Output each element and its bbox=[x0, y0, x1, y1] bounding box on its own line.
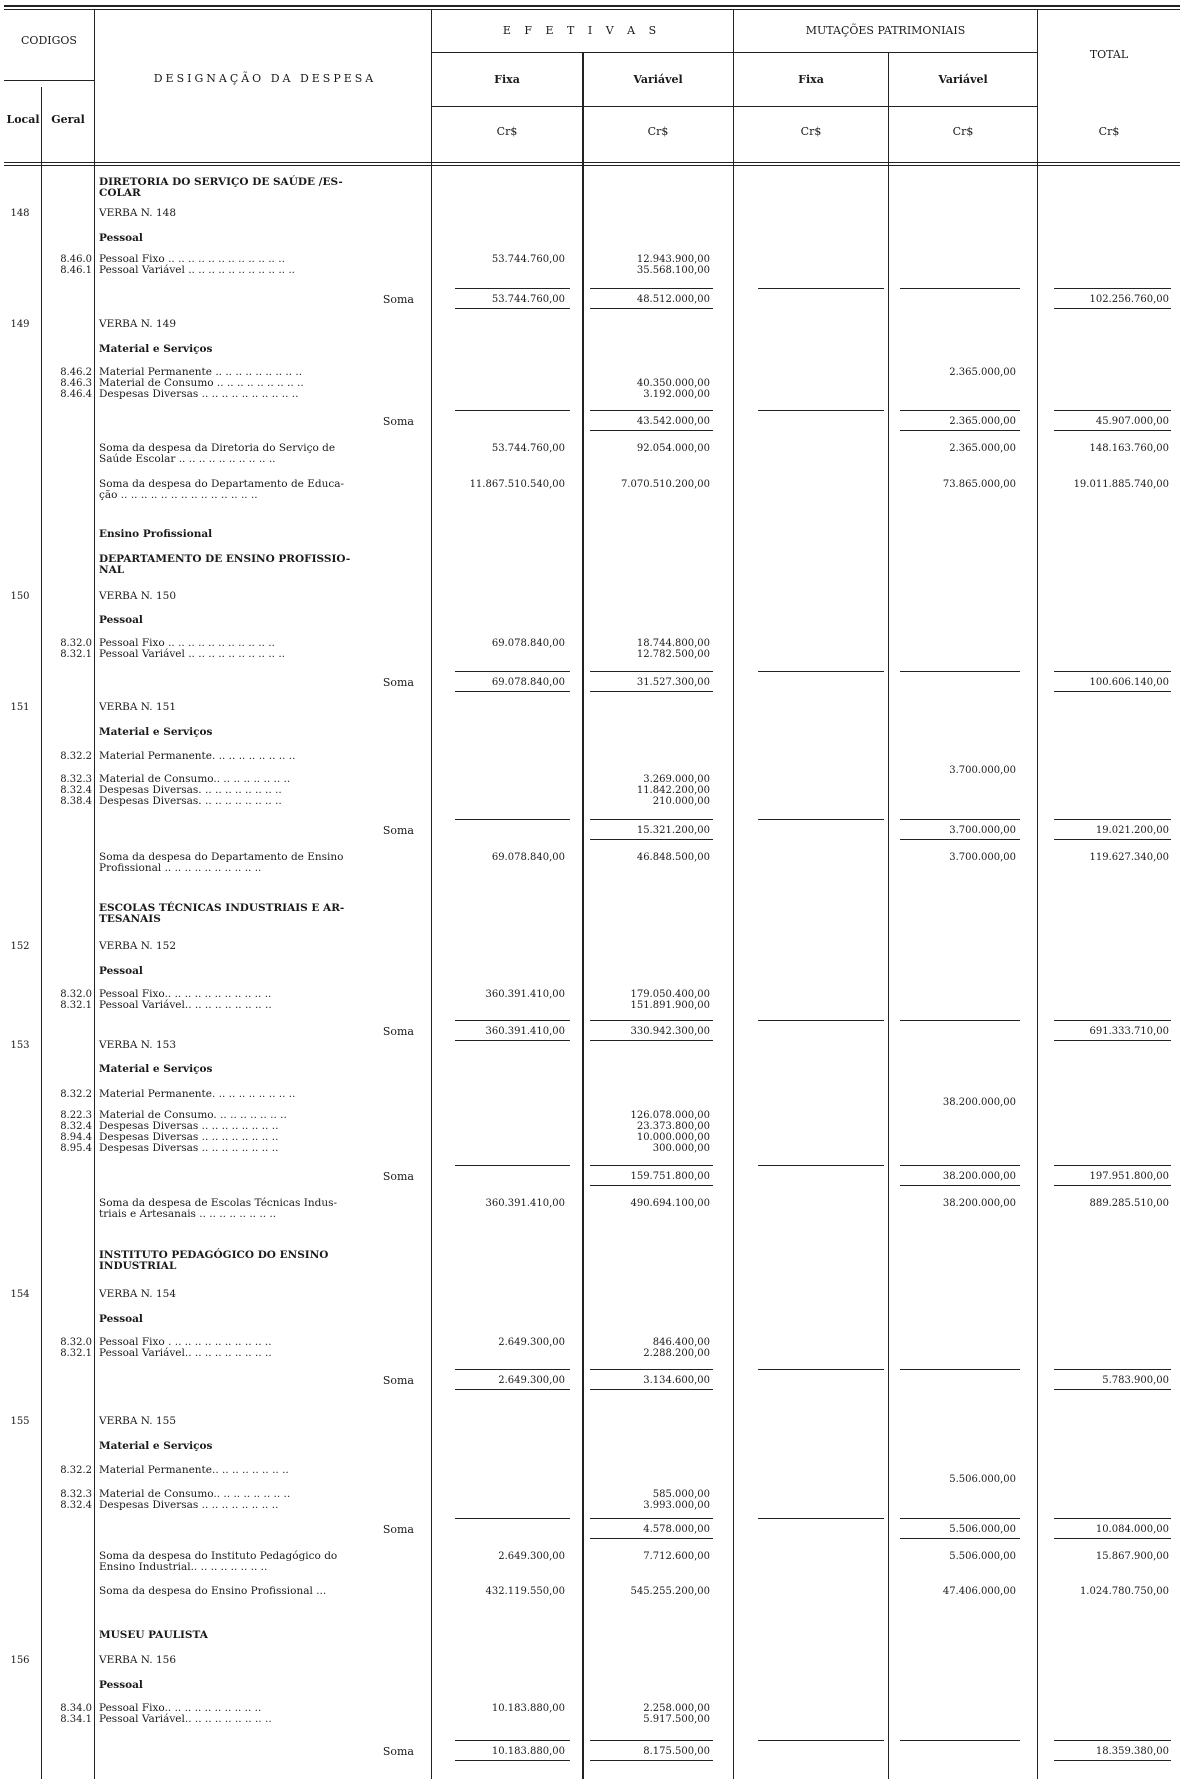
top-border-inner bbox=[4, 9, 1180, 10]
total-value: 197.951.800,00 bbox=[1089, 1171, 1169, 1182]
sum-rule bbox=[758, 671, 884, 672]
sum-rule bbox=[1054, 410, 1171, 411]
efetivas-variavel-value: 48.512.000,00 bbox=[636, 294, 710, 305]
sum-rule bbox=[590, 288, 713, 289]
sum-rule bbox=[455, 1020, 570, 1021]
efetivas-fixa-value: 360.391.410,00 bbox=[485, 1198, 565, 1209]
sum-rule bbox=[900, 1165, 1020, 1166]
col-divider-mutacoes-var bbox=[888, 52, 889, 1779]
total-value: 45.907.000,00 bbox=[1095, 416, 1169, 427]
col-divider-efetivas bbox=[431, 10, 432, 1779]
efetivas-fixa-value: 53.744.760,00 bbox=[491, 294, 565, 305]
sum-rule bbox=[758, 1020, 884, 1021]
mutacoes-variavel-value: 3.700.000,00 bbox=[949, 825, 1016, 836]
local-code: 154 bbox=[10, 1289, 30, 1300]
geral-code: 8.46.0 8.46.1 bbox=[60, 254, 92, 276]
mutacoes-variavel-value: 5.506.000,00 bbox=[949, 1551, 1016, 1562]
sum-rule bbox=[455, 671, 570, 672]
geral-code: 8.32.2 bbox=[60, 1465, 92, 1476]
total-rule bbox=[590, 839, 713, 840]
sum-rule bbox=[1054, 1518, 1171, 1519]
geral-code: 8.32.3 8.32.4 bbox=[60, 1489, 92, 1511]
sum-rule bbox=[758, 1518, 884, 1519]
sum-rule bbox=[900, 819, 1020, 820]
designacao-text: Material Permanente .. .. .. .. .. .. .. .. .. Material de Consumo .. .. .. .. .. .. .. .. .. Despesas Diversas .. .. .. .. .. .. .. .. .. .. bbox=[99, 366, 304, 400]
efetivas-fixa-value: 2.649.300,00 bbox=[498, 1551, 565, 1562]
total-value: 10.084.000,00 bbox=[1095, 1524, 1169, 1535]
soma-label: Soma bbox=[382, 824, 414, 837]
efetivas-variavel-value: 846.400,00 2.288.200,00 bbox=[643, 1337, 710, 1359]
section-heading: DIRETORIA DO SERVIÇO DE SAÚDE /ES- COLAR bbox=[99, 176, 343, 199]
designacao-text: Soma da despesa do Departamento de Ensino Profissional .. .. .. .. .. .. .. .. .. .. bbox=[99, 851, 344, 874]
mutacoes-variavel-value: 2.365.000,00 bbox=[949, 443, 1016, 454]
geral-code: 8.32.0 8.32.1 bbox=[60, 638, 92, 660]
total-rule bbox=[590, 1389, 713, 1390]
currency-efetivas-variavel: Cr$ bbox=[647, 125, 669, 138]
designacao-text: Material Permanente. .. .. .. .. .. .. .. .. bbox=[99, 1088, 296, 1100]
efetivas-fixa-value: 69.078.840,00 bbox=[491, 638, 565, 649]
efetivas-fixa-value: 10.183.880,00 bbox=[491, 1746, 565, 1757]
section-heading: Pessoal bbox=[99, 1313, 143, 1325]
sum-rule bbox=[455, 288, 570, 289]
total-rule bbox=[590, 430, 713, 431]
section-heading: Pessoal bbox=[99, 232, 143, 244]
section-heading: Ensino Profissional bbox=[99, 528, 213, 540]
header-codigos: CODIGOS bbox=[21, 34, 77, 47]
designacao-text: Soma da despesa do Departamento de Educa- ção .. .. .. .. .. .. .. .. .. .. .. .. .. .. bbox=[99, 478, 345, 501]
designacao-text: Pessoal Fixo .. .. .. .. .. .. .. .. .. .. .. .. Pessoal Variável .. .. .. .. .. .. .. .. .. .. .. bbox=[99, 253, 296, 276]
total-rule bbox=[455, 691, 570, 692]
total-value: 19.011.885.740,00 bbox=[1073, 479, 1169, 490]
total-rule bbox=[1054, 691, 1171, 692]
efetivas-variavel-value: 330.942.300,00 bbox=[630, 1026, 710, 1037]
header-mutacoes: MUTAÇÕES PATRIMONIAIS bbox=[805, 24, 966, 37]
total-rule bbox=[590, 1538, 713, 1539]
soma-label: Soma bbox=[382, 1170, 414, 1183]
total-value: 148.163.760,00 bbox=[1089, 443, 1169, 454]
designacao-text: Material Permanente. .. .. .. .. .. .. .. .. bbox=[99, 750, 296, 762]
section-heading: Pessoal bbox=[99, 614, 143, 626]
sum-rule bbox=[590, 410, 713, 411]
efetivas-variavel-value: 159.751.800,00 bbox=[630, 1171, 710, 1182]
efetivas-fixa-value: 360.391.410,00 bbox=[485, 1026, 565, 1037]
codigos-underline bbox=[4, 80, 94, 81]
soma-label: Soma bbox=[382, 415, 414, 428]
efetivas-variavel-value: 15.321.200,00 bbox=[636, 825, 710, 836]
mutacoes-variavel-value: 38.200.000,00 bbox=[942, 1171, 1016, 1182]
designacao-text: VERBA N. 150 bbox=[99, 590, 177, 602]
col-divider-local bbox=[41, 87, 42, 1779]
total-rule bbox=[455, 1760, 570, 1761]
designacao-text: Material de Consumo.. .. .. .. .. .. .. .. Despesas Diversas .. .. .. .. .. .. .. .. bbox=[99, 1488, 291, 1511]
efetivas-variavel-value: 92.054.000,00 bbox=[636, 443, 710, 454]
designacao-text: VERBA N. 155 bbox=[99, 1415, 177, 1427]
sum-rule bbox=[590, 1740, 713, 1741]
efetivas-fixa-value: 69.078.840,00 bbox=[491, 852, 565, 863]
soma-label: Soma bbox=[382, 1374, 414, 1387]
designacao-text: Pessoal Fixo.. .. .. .. .. .. .. .. .. .. Pessoal Variável.. .. .. .. .. .. .. .. .. bbox=[99, 1702, 272, 1725]
efetivas-variavel-value: 3.134.600,00 bbox=[643, 1375, 710, 1386]
header-efetivas: E F E T I V A S bbox=[502, 24, 662, 37]
total-rule bbox=[455, 308, 570, 309]
efetivas-fixa-value: 53.744.760,00 bbox=[491, 254, 565, 265]
sum-rule bbox=[900, 1518, 1020, 1519]
total-rule bbox=[900, 1185, 1020, 1186]
sum-rule bbox=[1054, 819, 1171, 820]
mutacoes-variavel-value: 73.865.000,00 bbox=[942, 479, 1016, 490]
designacao-text: VERBA N. 149 bbox=[99, 318, 177, 330]
section-heading: Material e Serviços bbox=[99, 343, 213, 355]
sum-rule bbox=[758, 1740, 884, 1741]
header-bottom-2 bbox=[4, 162, 1180, 163]
geral-code: 8.22.3 8.32.4 8.94.4 8.95.4 bbox=[60, 1110, 92, 1154]
total-rule bbox=[1054, 1185, 1171, 1186]
mutacoes-variavel-value: 5.506.000,00 bbox=[949, 1524, 1016, 1535]
top-border bbox=[4, 5, 1180, 7]
sum-rule bbox=[590, 1518, 713, 1519]
section-heading: Material e Serviços bbox=[99, 1440, 213, 1452]
section-heading: Material e Serviços bbox=[99, 1063, 213, 1075]
total-rule bbox=[455, 1389, 570, 1390]
section-heading: Pessoal bbox=[99, 965, 143, 977]
sum-rule bbox=[590, 819, 713, 820]
total-value: 102.256.760,00 bbox=[1089, 294, 1169, 305]
designacao-text: Soma da despesa de Escolas Técnicas Indus- triais e Artesanais .. .. .. .. .. .. .. .. bbox=[99, 1197, 338, 1220]
designacao-text: Material Permanente.. .. .. .. .. .. .. .. bbox=[99, 1464, 289, 1476]
mutacoes-variavel-value: 2.365.000,00 bbox=[949, 416, 1016, 427]
efetivas-fixa-value: 11.867.510.540,00 bbox=[469, 479, 565, 490]
efetivas-variavel-value: 18.744.800,00 12.782.500,00 bbox=[636, 638, 710, 660]
sum-rule bbox=[1054, 1020, 1171, 1021]
designacao-text: Pessoal Fixo . .. .. .. .. .. .. .. .. .. .. Pessoal Variável.. .. .. .. .. .. .. .. .. bbox=[99, 1336, 272, 1359]
sum-rule bbox=[590, 1020, 713, 1021]
total-rule bbox=[590, 308, 713, 309]
geral-code: 8.32.3 8.32.4 8.38.4 bbox=[60, 774, 92, 807]
mutacoes-variavel-value: 5.506.000,00 bbox=[949, 1474, 1016, 1485]
currency-mutacoes-variavel: Cr$ bbox=[952, 125, 974, 138]
mutacoes-variavel-value: 38.200.000,00 bbox=[942, 1097, 1016, 1108]
local-code: 156 bbox=[10, 1655, 30, 1666]
col-divider-efetivas-var bbox=[582, 52, 584, 1779]
section-heading: Material e Serviços bbox=[99, 726, 213, 738]
sum-rule bbox=[900, 288, 1020, 289]
header-local: Local bbox=[6, 113, 40, 126]
mutacoes-variavel-value: 3.700.000,00 bbox=[949, 852, 1016, 863]
total-value: 889.285.510,00 bbox=[1089, 1198, 1169, 1209]
efetivas-variavel-value: 2.258.000,00 5.917.500,00 bbox=[643, 1703, 710, 1725]
total-value: 5.783.900,00 bbox=[1102, 1375, 1169, 1386]
subheader-line bbox=[431, 106, 1037, 107]
soma-label: Soma bbox=[382, 1745, 414, 1758]
sum-rule bbox=[1054, 288, 1171, 289]
total-rule bbox=[900, 430, 1020, 431]
col-divider-mutacoes bbox=[733, 10, 734, 1779]
header-mutacoes-variavel: Variável bbox=[938, 73, 988, 86]
sum-rule bbox=[590, 1369, 713, 1370]
sum-rule bbox=[590, 671, 713, 672]
header-efetivas-variavel: Variável bbox=[633, 73, 683, 86]
section-heading: MUSEU PAULISTA bbox=[99, 1629, 208, 1641]
total-rule bbox=[590, 691, 713, 692]
currency-total: Cr$ bbox=[1098, 125, 1120, 138]
sum-rule bbox=[455, 1518, 570, 1519]
efetivas-fixa-value: 69.078.840,00 bbox=[491, 677, 565, 688]
designacao-text: VERBA N. 152 bbox=[99, 940, 177, 952]
total-rule bbox=[455, 1040, 570, 1041]
sum-rule bbox=[758, 1369, 884, 1370]
efetivas-fixa-value: 10.183.880,00 bbox=[491, 1703, 565, 1714]
total-value: 19.021.200,00 bbox=[1095, 825, 1169, 836]
sum-rule bbox=[455, 1165, 570, 1166]
mutacoes-variavel-value: 38.200.000,00 bbox=[942, 1198, 1016, 1209]
efetivas-fixa-value: 360.391.410,00 bbox=[485, 989, 565, 1000]
local-code: 155 bbox=[10, 1416, 30, 1427]
mutacoes-variavel-value: 2.365.000,00 bbox=[949, 367, 1016, 378]
header-geral: Geral bbox=[51, 113, 85, 126]
designacao-text: VERBA N. 156 bbox=[99, 1654, 177, 1666]
sum-rule bbox=[758, 410, 884, 411]
efetivas-variavel-value: 490.694.100,00 bbox=[630, 1198, 710, 1209]
designacao-text: Soma da despesa do Ensino Profissional ... bbox=[99, 1585, 327, 1597]
designacao-text: VERBA N. 148 bbox=[99, 207, 177, 219]
currency-efetivas-fixa: Cr$ bbox=[496, 125, 518, 138]
designacao-text: Soma da despesa do Instituto Pedagógico do Ensino Industrial.. .. .. .. .. .. .. .. bbox=[99, 1550, 338, 1573]
sum-rule bbox=[900, 1369, 1020, 1370]
total-rule bbox=[1054, 1538, 1171, 1539]
soma-label: Soma bbox=[382, 676, 414, 689]
section-heading: INSTITUTO PEDAGÓGICO DO ENSINO INDUSTRIAL bbox=[99, 1249, 329, 1272]
local-code: 151 bbox=[10, 702, 30, 713]
designacao-text: Soma da despesa da Diretoria do Serviço de Saúde Escolar .. .. .. .. .. .. .. .. .. .. bbox=[99, 442, 336, 465]
efetivas-variavel-value: 585.000,00 3.993.000,00 bbox=[643, 1489, 710, 1511]
efetivas-variavel-value: 545.255.200,00 bbox=[630, 1586, 710, 1597]
total-rule bbox=[1054, 1040, 1171, 1041]
sum-rule bbox=[900, 671, 1020, 672]
designacao-text: Material de Consumo.. .. .. .. .. .. .. .. Despesas Diversas. .. .. .. .. .. .. .. .. Despesas Diversas. .. .. .. .. .. .. .. .. bbox=[99, 773, 291, 807]
total-value: 15.867.900,00 bbox=[1095, 1551, 1169, 1562]
geral-code: 8.32.0 8.32.1 bbox=[60, 989, 92, 1011]
total-value: 691.333.710,00 bbox=[1089, 1026, 1169, 1037]
total-rule bbox=[590, 1040, 713, 1041]
efetivas-fixa-value: 53.744.760,00 bbox=[491, 443, 565, 454]
local-code: 149 bbox=[10, 319, 30, 330]
local-code: 152 bbox=[10, 941, 30, 952]
sum-rule bbox=[1054, 1369, 1171, 1370]
efetivas-variavel-value: 4.578.000,00 bbox=[643, 1524, 710, 1535]
total-rule bbox=[590, 1185, 713, 1186]
total-rule bbox=[900, 1538, 1020, 1539]
local-code: 150 bbox=[10, 591, 30, 602]
geral-code: 8.46.2 8.46.3 8.46.4 bbox=[60, 367, 92, 400]
header-total: TOTAL bbox=[1089, 48, 1129, 61]
sum-rule bbox=[900, 1740, 1020, 1741]
designacao-text: Material de Consumo. .. .. .. .. .. .. .. Despesas Diversas .. .. .. .. .. .. .. .. Despesas Diversas .. .. .. .. .. .. .. .. Despesas Diversas .. .. .. .. .. .. .. .. bbox=[99, 1109, 287, 1154]
sum-rule bbox=[1054, 1740, 1171, 1741]
currency-mutacoes-fixa: Cr$ bbox=[800, 125, 822, 138]
efetivas-fixa-value: 432.119.550,00 bbox=[485, 1586, 565, 1597]
efetivas-variavel-value: 8.175.500,00 bbox=[643, 1746, 710, 1757]
efetivas-variavel-value: 3.269.000,00 11.842.200,00 210.000,00 bbox=[636, 774, 710, 807]
soma-label: Soma bbox=[382, 1523, 414, 1536]
sum-rule bbox=[455, 410, 570, 411]
geral-code: 8.32.2 bbox=[60, 751, 92, 762]
efetivas-variavel-value: 126.078.000,00 23.373.800,00 10.000.000,00 300.000,00 bbox=[630, 1110, 710, 1154]
designacao-text: VERBA N. 153 bbox=[99, 1039, 177, 1051]
geral-code: 8.32.0 8.32.1 bbox=[60, 1337, 92, 1359]
efetivas-variavel-value: 46.848.500,00 bbox=[636, 852, 710, 863]
soma-label: Soma bbox=[382, 293, 414, 306]
local-code: 153 bbox=[10, 1040, 30, 1051]
total-rule bbox=[1054, 839, 1171, 840]
group-header-line bbox=[431, 52, 1037, 53]
total-value: 119.627.340,00 bbox=[1089, 852, 1169, 863]
sum-rule bbox=[1054, 1165, 1171, 1166]
efetivas-variavel-value: 31.527.300,00 bbox=[636, 677, 710, 688]
designacao-text: VERBA N. 154 bbox=[99, 1288, 177, 1300]
sum-rule bbox=[590, 1165, 713, 1166]
sum-rule bbox=[758, 1165, 884, 1166]
total-value: 100.606.140,00 bbox=[1089, 677, 1169, 688]
sum-rule bbox=[900, 410, 1020, 411]
sum-rule bbox=[455, 1369, 570, 1370]
header-mutacoes-fixa: Fixa bbox=[798, 73, 824, 86]
header-bottom bbox=[4, 165, 1180, 166]
geral-code: 8.32.2 bbox=[60, 1089, 92, 1100]
total-rule bbox=[1054, 1389, 1171, 1390]
efetivas-fixa-value: 2.649.300,00 bbox=[498, 1337, 565, 1348]
efetivas-variavel-value: 179.050.400,00 151.891.900,00 bbox=[630, 989, 710, 1011]
sum-rule bbox=[758, 819, 884, 820]
section-heading: ESCOLAS TÉCNICAS INDUSTRIAIS E AR- TESANAIS bbox=[99, 902, 345, 925]
section-heading: Pessoal bbox=[99, 1679, 143, 1691]
efetivas-variavel-value: 40.350.000,00 3.192.000,00 bbox=[636, 378, 710, 400]
geral-code: 8.34.0 8.34.1 bbox=[60, 1703, 92, 1725]
designacao-text: VERBA N. 151 bbox=[99, 701, 177, 713]
sum-rule bbox=[1054, 671, 1171, 672]
efetivas-variavel-value: 12.943.900,00 35.568.100,00 bbox=[636, 254, 710, 276]
sum-rule bbox=[455, 819, 570, 820]
header-designacao: DESIGNAÇÃO DA DESPESA bbox=[153, 72, 377, 85]
total-rule bbox=[900, 839, 1020, 840]
total-value: 18.359.380,00 bbox=[1095, 1746, 1169, 1757]
sum-rule bbox=[758, 288, 884, 289]
sum-rule bbox=[455, 1740, 570, 1741]
col-divider-desc bbox=[94, 10, 95, 1779]
mutacoes-variavel-value: 47.406.000,00 bbox=[942, 1586, 1016, 1597]
local-code: 148 bbox=[10, 208, 30, 219]
mutacoes-variavel-value: 3.700.000,00 bbox=[949, 765, 1016, 776]
designacao-text: Pessoal Fixo .. .. .. .. .. .. .. .. .. .. .. Pessoal Variável .. .. .. .. .. .. .. .. .. .. bbox=[99, 637, 286, 660]
total-rule bbox=[1054, 1760, 1171, 1761]
soma-label: Soma bbox=[382, 1025, 414, 1038]
total-value: 1.024.780.750,00 bbox=[1079, 1586, 1169, 1597]
efetivas-variavel-value: 7.070.510.200,00 bbox=[620, 479, 710, 490]
designacao-text: Pessoal Fixo.. .. .. .. .. .. .. .. .. .. .. Pessoal Variável.. .. .. .. .. .. .. .. .. bbox=[99, 988, 272, 1011]
header-efetivas-fixa: Fixa bbox=[494, 73, 520, 86]
efetivas-variavel-value: 43.542.000,00 bbox=[636, 416, 710, 427]
total-rule bbox=[590, 1760, 713, 1761]
col-divider-total bbox=[1037, 10, 1038, 1779]
efetivas-variavel-value: 7.712.600,00 bbox=[643, 1551, 710, 1562]
total-rule bbox=[1054, 430, 1171, 431]
section-heading: DEPARTAMENTO DE ENSINO PROFISSIO- NAL bbox=[99, 553, 351, 576]
efetivas-fixa-value: 2.649.300,00 bbox=[498, 1375, 565, 1386]
total-rule bbox=[1054, 308, 1171, 309]
sum-rule bbox=[900, 1020, 1020, 1021]
